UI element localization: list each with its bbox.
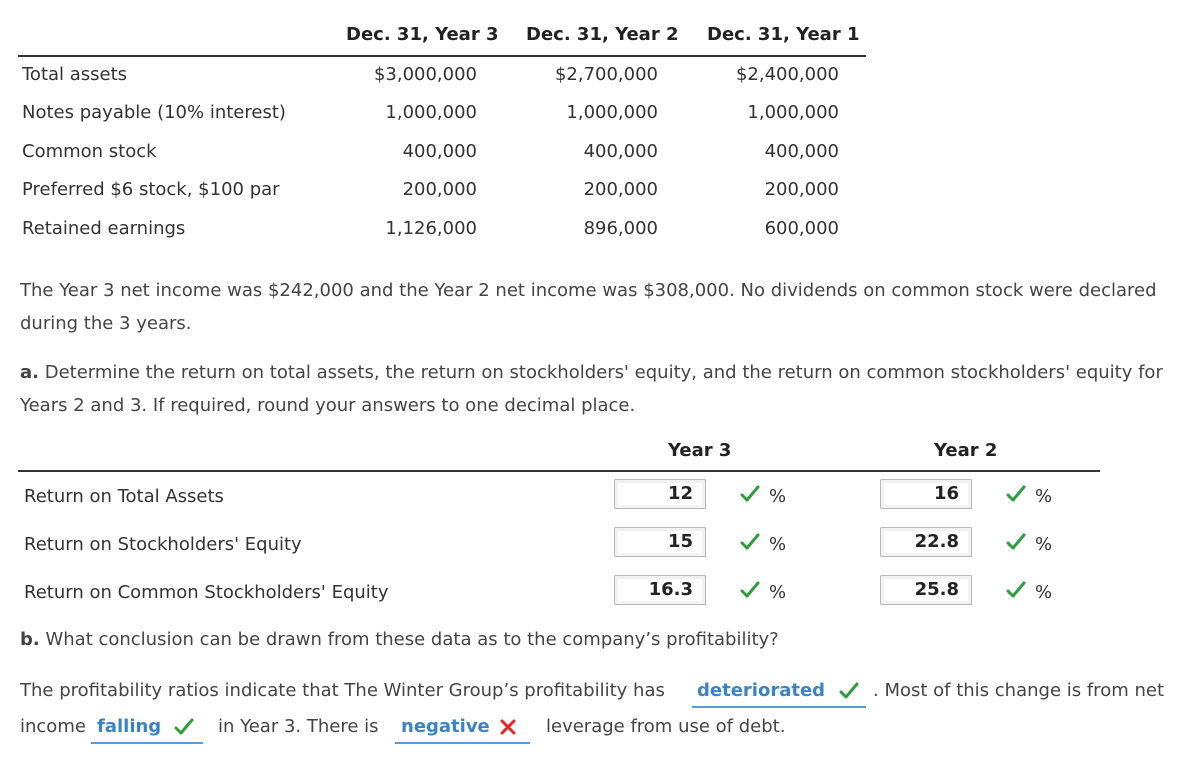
percent-sign: % (769, 534, 787, 555)
check-icon (1006, 532, 1026, 552)
cell-value: 400,000 (764, 141, 839, 162)
part-b-prefix: b. (20, 629, 40, 650)
percent-sign: % (769, 582, 787, 603)
header-rule (18, 55, 866, 57)
dropdown-underline (692, 706, 866, 708)
check-icon (740, 580, 760, 600)
cell-value: 200,000 (764, 179, 839, 200)
cell-value: 896,000 (583, 218, 658, 239)
check-icon (839, 681, 859, 701)
year3-answer-input[interactable]: 15 (614, 527, 706, 557)
ratios-header-year2: Year 2 (934, 440, 998, 461)
part-b-question (20, 623, 779, 656)
percent-sign: % (1035, 486, 1053, 507)
percent-sign: % (1035, 534, 1053, 555)
check-icon (174, 717, 194, 737)
intro-paragraph: The Year 3 net income was $242,000 and the Year 2 net income was $308,000. No dividends on common stock were declared during the 3 years. (20, 280, 1157, 334)
cell-value: 1,000,000 (747, 102, 839, 123)
conclusion-text: The profitability ratios indicate that The Winter Group’s profitability has (20, 680, 665, 701)
cell-value: $2,700,000 (554, 64, 658, 85)
column-header-year1: Dec. 31, Year 1 (707, 24, 860, 45)
dropdown-underline (395, 742, 530, 744)
part-a-prefix: a. (20, 362, 39, 383)
cell-value: 200,000 (583, 179, 658, 200)
conclusion-text: leverage from use of debt. (546, 716, 786, 737)
conclusion-text: . Most of this change is from net (873, 680, 1164, 701)
x-icon (500, 719, 516, 735)
column-header-year2: Dec. 31, Year 2 (526, 24, 679, 45)
cell-value: 1,126,000 (385, 218, 477, 239)
check-icon (740, 532, 760, 552)
cell-value: 400,000 (583, 141, 658, 162)
conclusion-text: in Year 3. There is (218, 716, 379, 737)
ratio-label: Return on Common Stockholders' Equity (24, 582, 389, 603)
year2-answer-input[interactable]: 16 (880, 479, 972, 509)
cell-value: $2,400,000 (735, 64, 839, 85)
row-label: Total assets (22, 64, 128, 85)
part-a-instruction (20, 356, 1185, 422)
ratios-header-year3: Year 3 (668, 440, 732, 461)
check-icon (740, 484, 760, 504)
cell-value: 1,000,000 (566, 102, 658, 123)
dropdown-profitability-answer[interactable]: deteriorated (697, 680, 826, 701)
column-header-year3: Dec. 31, Year 3 (346, 24, 499, 45)
year2-answer-input[interactable]: 22.8 (880, 527, 972, 557)
conclusion-text: income (20, 716, 86, 737)
row-label: Notes payable (10% interest) (22, 102, 286, 123)
year2-answer-input[interactable]: 25.8 (880, 575, 972, 605)
part-a-text: Determine the return on total assets, the return on stockholders' equity, and the return on common stockholders' equity for Years 2 and 3. If required, round your answers to one decimal place. (20, 362, 1163, 416)
cell-value: 1,000,000 (385, 102, 477, 123)
percent-sign: % (769, 486, 787, 507)
year3-answer-input[interactable]: 16.3 (614, 575, 706, 605)
check-icon (1006, 484, 1026, 504)
dropdown-leverage-answer[interactable]: negative (401, 716, 490, 737)
percent-sign: % (1035, 582, 1053, 603)
ratios-header-rule (18, 470, 1100, 472)
row-label: Preferred $6 stock, $100 par (22, 179, 280, 200)
cell-value: 400,000 (402, 141, 477, 162)
ratio-label: Return on Total Assets (24, 486, 224, 507)
row-label: Retained earnings (22, 218, 186, 239)
dropdown-income-answer[interactable]: falling (97, 716, 162, 737)
year3-answer-input[interactable]: 12 (614, 479, 706, 509)
ratio-label: Return on Stockholders' Equity (24, 534, 302, 555)
cell-value: $3,000,000 (373, 64, 477, 85)
part-b-question-text: What conclusion can be drawn from these data as to the company’s profitability? (39, 629, 779, 650)
check-icon (1006, 580, 1026, 600)
cell-value: 600,000 (764, 218, 839, 239)
dropdown-underline (91, 742, 203, 744)
row-label: Common stock (22, 141, 157, 162)
cell-value: 200,000 (402, 179, 477, 200)
